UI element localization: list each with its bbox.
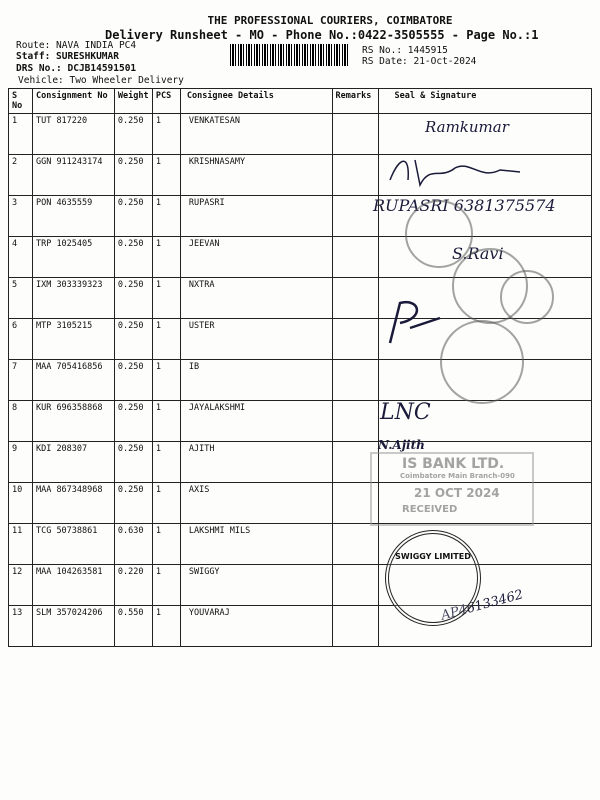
row-pcs: 1 — [152, 114, 180, 155]
axis-stamp-bank: IS BANK LTD. — [402, 456, 505, 472]
row-pcs: 1 — [152, 155, 180, 196]
drs-value: DCJB14591501 — [67, 63, 137, 74]
col-sno-header: S No — [9, 89, 33, 114]
signature-1: Ramkumar — [425, 118, 509, 136]
row-consignment-no: PON 4635559 — [32, 196, 114, 237]
signature-3: RUPASRI 6381375574 — [373, 196, 556, 215]
row-consignee: LAKSHMI MILS — [180, 524, 332, 565]
row-consignment-no: MAA 104263581 — [32, 565, 114, 606]
row-pcs: 1 — [152, 237, 180, 278]
row-pcs: 1 — [152, 606, 180, 647]
row-sno: 12 — [9, 565, 33, 606]
vehicle-label: Vehicle: Two Wheeler Delivery — [18, 75, 184, 86]
rs-number: RS No.: 1445915 — [362, 45, 448, 56]
route-label: Route: NAVA INDIA PC4 — [16, 40, 137, 51]
row-remarks — [332, 401, 378, 442]
row-consignment-no: KDI 208307 — [32, 442, 114, 483]
row-consignee: IB — [180, 360, 332, 401]
row-sno: 13 — [9, 606, 33, 647]
row-pcs: 1 — [152, 196, 180, 237]
col-remarks-header: Remarks — [332, 89, 378, 114]
row-remarks — [332, 565, 378, 606]
swiggy-stamp-label: SWIGGY LIMITED — [395, 552, 471, 561]
row-consignment-no: SLM 357024206 — [32, 606, 114, 647]
row-pcs: 1 — [152, 401, 180, 442]
row-weight: 0.630 — [114, 524, 152, 565]
barcode — [230, 44, 350, 66]
row-consignee: SWIGGY — [180, 565, 332, 606]
row-consignment-no: TCG 50738861 — [32, 524, 114, 565]
swiggy-stamp — [385, 530, 481, 626]
row-remarks — [332, 196, 378, 237]
row-remarks — [332, 237, 378, 278]
row-pcs: 1 — [152, 442, 180, 483]
table-row — [9, 606, 592, 647]
row-consignee: JEEVAN — [180, 237, 332, 278]
col-weight-header: Weight — [114, 89, 152, 114]
row-consignee: JAYALAKSHMI — [180, 401, 332, 442]
row-weight: 0.250 — [114, 196, 152, 237]
row-remarks — [332, 278, 378, 319]
drs-number — [16, 63, 136, 74]
table-row — [9, 524, 592, 565]
row-remarks — [332, 524, 378, 565]
row-sno: 8 — [9, 401, 33, 442]
row-consignment-no: IXM 303339323 — [32, 278, 114, 319]
drs-label: DRS No.: — [16, 63, 62, 74]
seal-stamp-3 — [500, 270, 554, 324]
axis-stamp-date: 21 OCT 2024 — [414, 486, 500, 500]
row-sno: 1 — [9, 114, 33, 155]
row-consignee: AXIS — [180, 483, 332, 524]
row-sno: 2 — [9, 155, 33, 196]
row-weight: 0.220 — [114, 565, 152, 606]
row-consignee: AJITH — [180, 442, 332, 483]
row-weight: 0.250 — [114, 442, 152, 483]
row-sno: 9 — [9, 442, 33, 483]
axis-stamp-branch: Coimbatore Main Branch-090 — [400, 472, 515, 480]
row-consignment-no: TRP 1025405 — [32, 237, 114, 278]
row-consignment-no: MAA 867348968 — [32, 483, 114, 524]
row-sno: 6 — [9, 319, 33, 360]
col-pcs-header: PCS — [152, 89, 180, 114]
signature-2 — [380, 150, 530, 190]
row-consignee: YOUVARAJ — [180, 606, 332, 647]
signature-9: N.Ajith — [378, 438, 425, 452]
row-sno: 5 — [9, 278, 33, 319]
row-sno: 7 — [9, 360, 33, 401]
row-consignee: USTER — [180, 319, 332, 360]
row-remarks — [332, 114, 378, 155]
row-pcs: 1 — [152, 360, 180, 401]
row-pcs: 1 — [152, 278, 180, 319]
row-consignment-no: MTP 3105215 — [32, 319, 114, 360]
row-consignment-no: TUT 817220 — [32, 114, 114, 155]
company-title: THE PROFESSIONAL COURIERS, COIMBATORE — [207, 14, 453, 27]
row-sno: 4 — [9, 237, 33, 278]
signature-13: AP46133462 — [439, 587, 525, 624]
row-consignment-no: KUR 696358868 — [32, 401, 114, 442]
axis-bank-stamp — [370, 452, 534, 526]
row-consignee: KRISHNASAMY — [180, 155, 332, 196]
row-pcs: 1 — [152, 483, 180, 524]
col-consignee-header: Consignee Details — [180, 89, 332, 114]
signature-8: LNC — [380, 400, 431, 425]
seal-stamp-4 — [440, 320, 524, 404]
row-weight: 0.250 — [114, 278, 152, 319]
row-remarks — [332, 360, 378, 401]
staff-label: Staff: SURESHKUMAR — [16, 51, 119, 62]
row-sno: 10 — [9, 483, 33, 524]
row-weight: 0.250 — [114, 483, 152, 524]
row-weight: 0.250 — [114, 319, 152, 360]
col-consignment-header: Consignment No — [32, 89, 114, 114]
row-pcs: 1 — [152, 319, 180, 360]
row-consignee: VENKATESAN — [180, 114, 332, 155]
row-pcs: 1 — [152, 524, 180, 565]
row-consignee: NXTRA — [180, 278, 332, 319]
row-weight: 0.250 — [114, 114, 152, 155]
row-weight: 0.250 — [114, 155, 152, 196]
table-header-row — [9, 89, 592, 114]
row-consignment-no: MAA 705416856 — [32, 360, 114, 401]
row-sno: 11 — [9, 524, 33, 565]
runsheet-title: Delivery Runsheet - MO - Phone No.:0422-3505555 - Page No.:1 — [105, 28, 539, 42]
row-remarks — [332, 319, 378, 360]
row-pcs: 1 — [152, 565, 180, 606]
col-signature-header: Seal & Signature — [378, 89, 592, 114]
row-remarks — [332, 155, 378, 196]
rs-date: RS Date: 21-Oct-2024 — [362, 56, 477, 67]
axis-stamp-received: RECEIVED — [402, 504, 458, 515]
row-weight: 0.550 — [114, 606, 152, 647]
row-consignee: RUPASRI — [180, 196, 332, 237]
signature-5: S.Ravi — [452, 244, 504, 263]
row-consignment-no: GGN 911243174 — [32, 155, 114, 196]
row-sno: 3 — [9, 196, 33, 237]
row-remarks — [332, 606, 378, 647]
row-weight: 0.250 — [114, 237, 152, 278]
row-weight: 0.250 — [114, 360, 152, 401]
table-row — [9, 401, 592, 442]
row-weight: 0.250 — [114, 401, 152, 442]
